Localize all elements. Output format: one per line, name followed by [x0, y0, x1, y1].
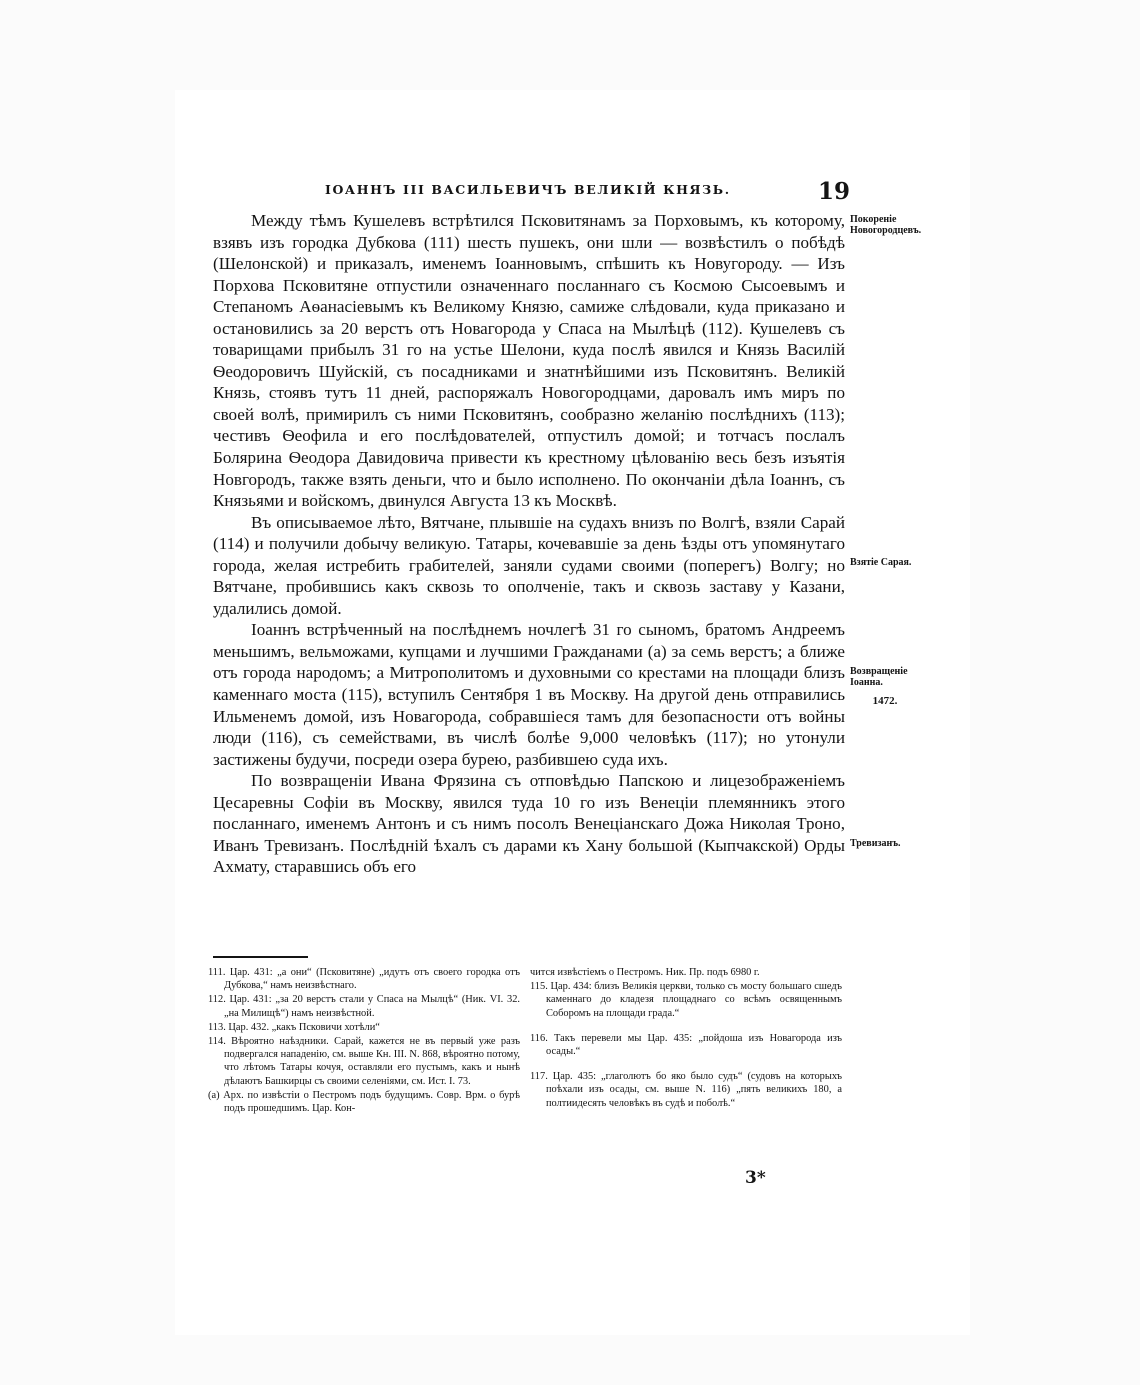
margin-note-year: 1472.: [872, 695, 898, 707]
margin-note-trevisan: Тревизанъ.: [850, 838, 901, 849]
footnote: 113. Цар. 432. „какъ Псковичи хотѣли“: [208, 1021, 380, 1033]
paragraph: Между тѣмъ Кушелевъ встрѣтился Псковитянамъ за Порховымъ, къ которому, взявъ изъ городка Дубкова (111) шесть пушекъ, они шли — возвѣстилъ о побѣдѣ (Шелонской) и приказалъ, именемъ Іоанновымъ, спѣшить къ Новугороду. — Изъ Порхова Псковитяне отпустили означеннаго посланнаго съ Космою Сысоевымъ и Степаномъ Аѳанасіевымъ къ Великому Князю, самиже слѣдовали, куда приказано и остановились за 20 верстъ отъ Новагорода у Спаса на Мылѣцѣ (112). Кушелевъ съ товарищами прибылъ 31 го на устье Шелони, куда послѣ явился и Князь Василій Ѳеодоровичъ Шуйскій, съ посадниками и знатнѣйшими изъ Псковитянъ. Великій Князь, стоявъ тутъ 11 дней, распоряжалъ Новогородцами, даровалъ имъ миръ по своей волѣ, примирилъ съ ними Псковитянъ, сообразно желанію послѣднихъ (113); честивъ Ѳеофила и его послѣдователей, отпустилъ домой; и тотчасъ послалъ Болярина Ѳеодора Давидовича привести къ крестному цѣлованію весь безъ изъятія Новгородъ, также взять деньги, что и было исполнено. По окончаніи дѣла Іоаннъ, съ Князьями и войскомъ, двинулся Августа 13 къ Москвѣ.: [213, 211, 845, 511]
page-number: 19: [818, 178, 851, 205]
footnote: 115. Цар. 434: близъ Великія церкви, только съ мосту большаго сшедъ каменнаго до кладезя площаднаго со всѣмъ освященнымъ Соборомъ на площади града.“: [530, 981, 842, 1019]
footnote: 117. Цар. 435: „глаголютъ бо яко было судъ“ (судовъ на которыхъ поѣхали изъ осады, см. выше N. 116) „пять великихъ 180, а полтиидесять человѣкъ въ судѣ и поболѣ.“: [530, 1071, 842, 1109]
paragraph: Іоаннъ встрѣченный на послѣднемъ ночлегѣ 31 го сыномъ, братомъ Андреемъ меньшимъ, вельможами, купцами и лучшими Гражданами (а) за семь верстъ; а ближе отъ города народомъ; а Митрополитомъ и духовными со крестами на площади близъ каменнаго моста (115), вступилъ Сентября 1 въ Москву. На другой день отправились Ильменемъ домой, изъ Новагорода, собравшіеся тамъ для безопасности отъ войны люди (116), съ семействами, въ числѣ болѣе 9,000 человѣкъ (117); но утонули застижены будучи, посреди озера бурею, разбившею суда ихъ.: [213, 620, 845, 769]
footnote: чится извѣстіемъ о Пестромъ. Ник. Пр. подъ 6980 г.: [530, 967, 760, 978]
margin-note-sarai: Взятіе Сарая.: [850, 557, 912, 568]
margin-note-return: [850, 666, 920, 707]
footnotes-right-column: [530, 966, 842, 1111]
footnote: 114. Вѣроятно наѣздники. Сарай, кажется не въ первый уже разъ подвергался нападенію, см. выше Кн. III. N. 868, вѣроятно потому, что лѣтомъ Татары кочуя, оставляли его пустымъ, какъ и нынѣ дѣлаютъ Башкирцы съ своими селеніями, см. Ист. I. 73.: [208, 1036, 520, 1087]
footnote-rule: [213, 956, 308, 958]
margin-note-return-label: Возвращеніе Іоанна.: [850, 666, 908, 688]
paragraph: По возвращеніи Ивана Фрязина съ отповѣдью Папскою и лицезображеніемъ Цесаревны Софіи въ Москву, явился туда 10 го изъ Венеціи племянникъ этого посланнаго, именемъ Антонъ и съ нимъ посолъ Венеціанскаго Дожа Николая Троно, Иванъ Тревизанъ. Послѣдній ѣхалъ съ дарами къ Хану большой (Кыпчакской) Орды Ахмату, старавшись объ его: [213, 771, 845, 877]
footnotes-left-column: [208, 966, 520, 1116]
running-title: ІОАННЪ ІІІ ВАСИЛЬЕВИЧЪ ВЕЛИКІЙ КНЯЗЬ.: [325, 182, 731, 197]
signature-mark: 3*: [745, 1168, 766, 1188]
footnote: (а) Арх. по извѣстіи о Пестромъ подъ будущимъ. Совр. Врм. о бурѣ подъ прошедшимъ. Цар. Кон-: [208, 1089, 520, 1115]
paragraph: Въ описываемое лѣто, Вятчане, плывшіе на судахъ внизъ по Волгѣ, взяли Сарай (114) и получили добычу великую. Татары, кочевавшіе за день ѣзды отъ упомянутаго города, желая истребить грабителей, заняли судами своими (поперегъ) Волгу; но Вятчане, пробившись какъ сквозь то ополченіе, такъ и сквозь заставу у Казани, удалились домой.: [213, 512, 845, 618]
margin-note-conquest: Покореніе Новогородцевъ.: [850, 214, 922, 236]
footnote: 112. Цар. 431: „за 20 верстъ стали у Спаса на Мылцѣ“ (Ник. VI. 32. „на Милищѣ“) намъ неизвѣстной.: [208, 994, 520, 1019]
main-text: [213, 210, 845, 878]
footnote: 111. Цар. 431: „а они“ (Псковитяне) „идутъ отъ своего городка отъ Дубкова,“ намъ неизвѣстнаго.: [208, 967, 520, 992]
footnote: 116. Такъ перевели мы Цар. 435: „пойдоша изъ Новагорода изъ осады.“: [530, 1032, 842, 1058]
